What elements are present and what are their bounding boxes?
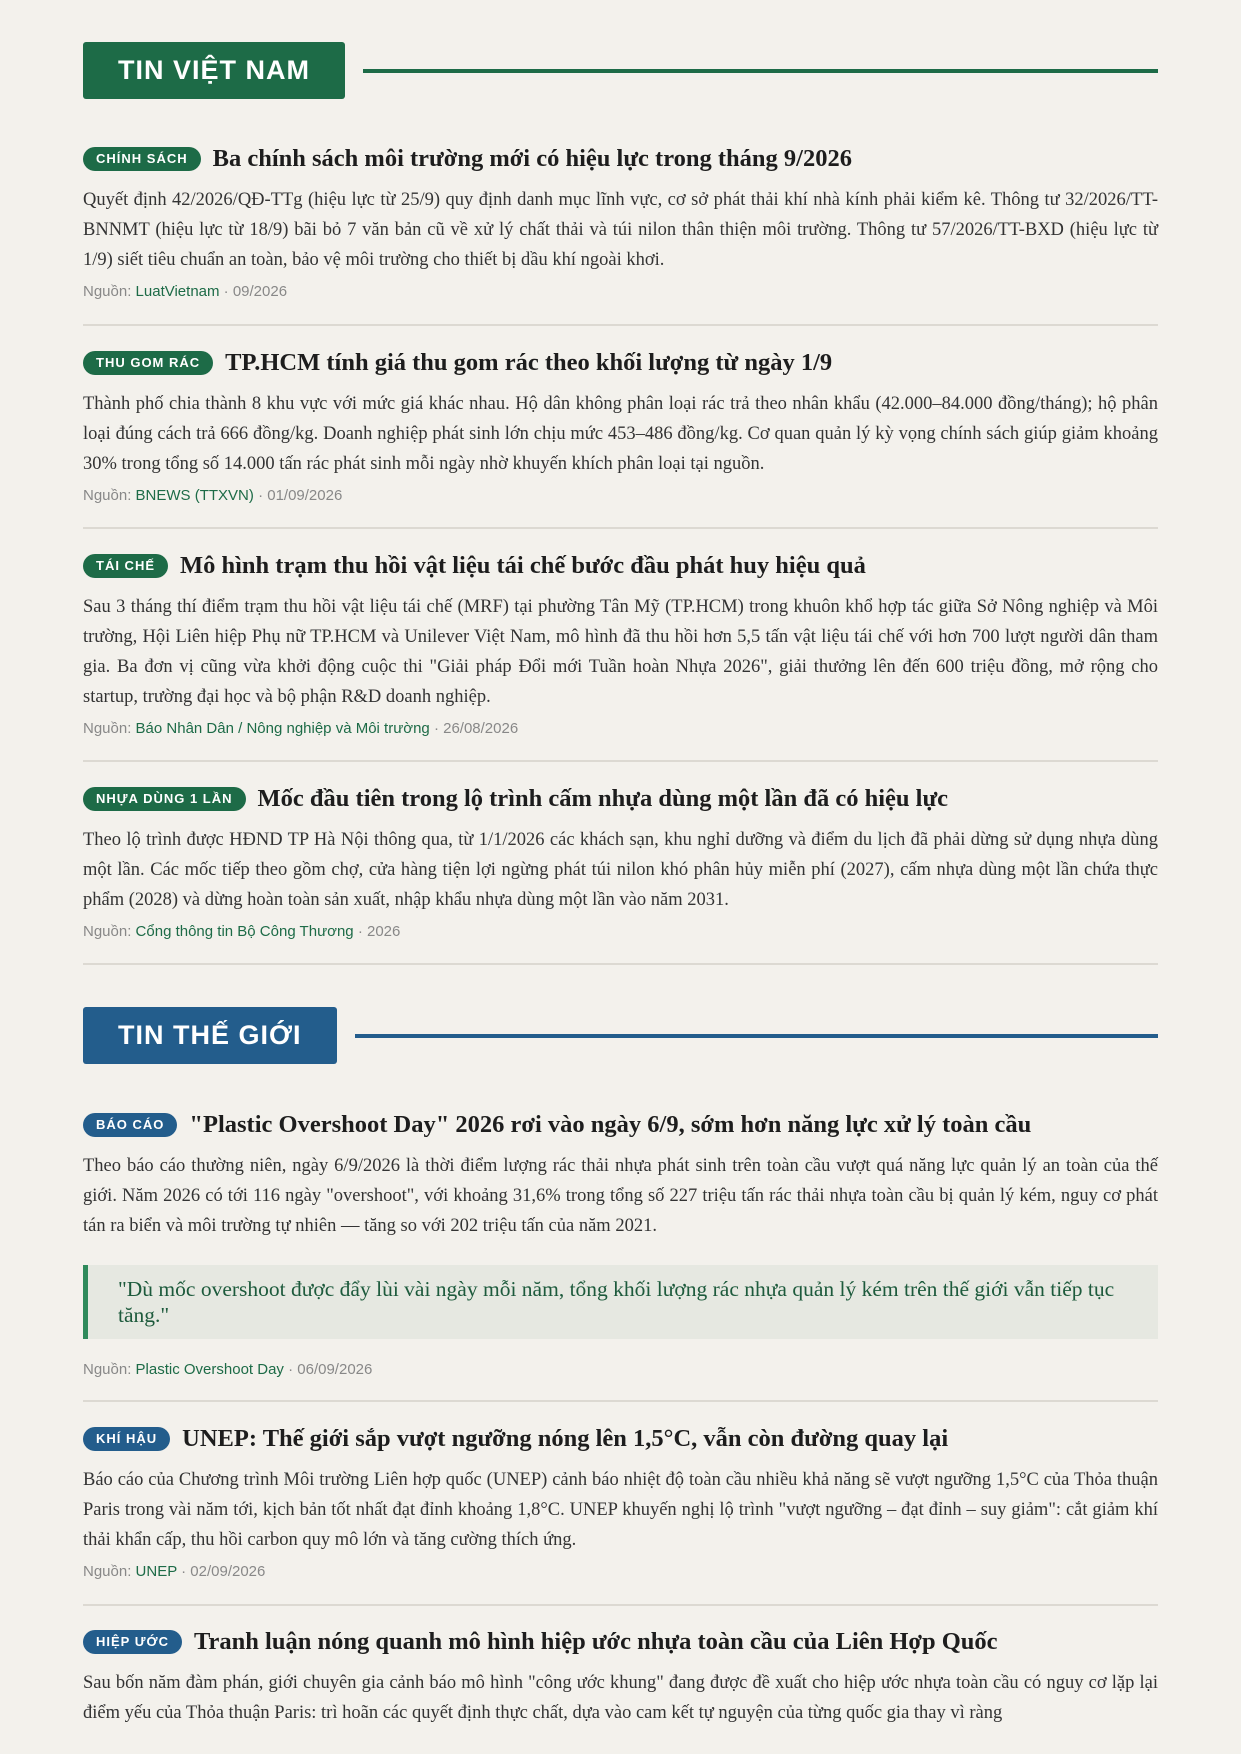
article-headline: [83, 1110, 1158, 1140]
article-title[interactable]: Ba chính sách môi trường mới có hiệu lực trong tháng 9/2026: [212, 145, 852, 172]
source-label: Nguồn:: [83, 283, 132, 300]
article-title[interactable]: Mô hình trạm thu hồi vật liệu tái chế bước đầu phát huy hiệu quả: [180, 552, 866, 579]
source-link[interactable]: Báo Nhân Dân / Nông nghiệp và Môi trường: [135, 720, 430, 737]
article-body: Sau 3 tháng thí điểm trạm thu hồi vật liệu tái chế (MRF) tại phường Tân Mỹ (TP.HCM) trong khuôn khổ hợp tác giữa Sở Nông nghiệp và Môi trường, Hội Liên hiệp Phụ nữ TP.HCM và Unilever Việt Nam, mô hình đã thu hồi hơn 5,5 tấn vật liệu tái chế với hơn 700 lượt người dân tham gia. Ba đơn vị cũng vừa khởi động cuộc thi "Giải pháp Đổi mới Tuần hoàn Nhựa 2026", giải thưởng lên đến 600 triệu đồng, mở rộng cho startup, trường đại học và bộ phận R&D doanh nghiệp.: [83, 597, 1158, 707]
article-source: [83, 923, 1158, 940]
source-link[interactable]: Plastic Overshoot Day: [135, 1361, 284, 1378]
article-body: Quyết định 42/2026/QĐ-TTg (hiệu lực từ 25/9) quy định danh mục lĩnh vực, cơ sở phát thải khí nhà kính phải kiểm kê. Thông tư 32/2026/TT-BNNMT (hiệu lực từ 18/9) bãi bỏ 7 văn bản cũ về xử lý chất thải và túi nilon thân thiện môi trường. Thông tư 57/2026/TT-BXD (hiệu lực từ 1/9) siết tiêu chuẩn an toàn, bảo vệ môi trường cho thiết bị dầu khí ngoài khơi.: [83, 190, 1158, 270]
article-date: · 06/09/2026: [288, 1361, 373, 1378]
pull-quote: "Dù mốc overshoot được đẩy lùi vài ngày mỗi năm, tổng khối lượng rác nhựa quản lý kém trên thế giới vẫn tiếp tục tăng.": [83, 1265, 1158, 1339]
source-label: Nguồn:: [83, 923, 132, 940]
article-world-2: [83, 1424, 1158, 1580]
article-vn-2: [83, 348, 1158, 504]
source-link[interactable]: Cổng thông tin Bộ Công Thương: [135, 923, 354, 940]
category-badge: NHỰA DÙNG 1 LẦN: [83, 787, 246, 811]
section-rule: [363, 69, 1158, 73]
article-date: · 01/09/2026: [258, 487, 343, 504]
category-badge: CHÍNH SÁCH: [83, 147, 201, 171]
divider: [83, 760, 1158, 762]
article-vn-3: [83, 551, 1158, 737]
section-title: TIN THẾ GIỚI: [83, 1007, 337, 1064]
source-link[interactable]: UNEP: [135, 1563, 177, 1580]
source-label: Nguồn:: [83, 720, 132, 737]
article-headline: [83, 348, 1158, 378]
category-badge: HIỆP ƯỚC: [83, 1630, 182, 1654]
section-title: TIN VIỆT NAM: [83, 42, 345, 99]
article-source: [83, 720, 1158, 737]
divider: [83, 1400, 1158, 1402]
divider: [83, 1604, 1158, 1606]
article-headline: [83, 1627, 1158, 1657]
article-source: [83, 1563, 1158, 1580]
article-body: Sau bốn năm đàm phán, giới chuyên gia cảnh báo mô hình "công ước khung" đang được đề xuất cho hiệp ước nhựa toàn cầu có nguy cơ lặp lại điểm yếu của Thỏa thuận Paris: trì hoãn các quyết định thực chất, dựa vào cam kết tự nguyện của từng quốc gia thay vì ràng: [83, 1673, 1158, 1723]
article-headline: [83, 784, 1158, 814]
article-vn-1: [83, 144, 1158, 300]
article-headline: [83, 551, 1158, 581]
article-body: Theo báo cáo thường niên, ngày 6/9/2026 là thời điểm lượng rác thải nhựa phát sinh trên toàn cầu vượt quá năng lực quản lý an toàn của thế giới. Năm 2026 có tới 116 ngày "overshoot", với khoảng 31,6% trong tổng số 227 triệu tấn rác thải nhựa toàn cầu bị quản lý kém, nguy cơ phát tán ra biển và môi trường tự nhiên — tăng so với 202 triệu tấn của năm 2021.: [83, 1156, 1158, 1236]
section-rule: [355, 1034, 1158, 1038]
category-badge: THU GOM RÁC: [83, 351, 213, 375]
divider: [83, 527, 1158, 529]
article-title[interactable]: TP.HCM tính giá thu gom rác theo khối lượng từ ngày 1/9: [225, 349, 833, 376]
article-date: · 02/09/2026: [181, 1563, 266, 1580]
divider: [83, 324, 1158, 326]
category-badge: KHÍ HẬU: [83, 1427, 170, 1451]
category-badge: TÁI CHẾ: [83, 554, 168, 578]
section-header-world: [83, 1007, 1158, 1064]
article-headline: [83, 1424, 1158, 1454]
article-headline: [83, 144, 1158, 174]
article-body: Báo cáo của Chương trình Môi trường Liên hợp quốc (UNEP) cảnh báo nhiệt độ toàn cầu nhiều khả năng sẽ vượt ngưỡng 1,5°C của Thỏa thuận Paris trong vài năm tới, kịch bản tốt nhất đạt đỉnh khoảng 1,8°C. UNEP khuyến nghị lộ trình "vượt ngưỡng – đạt đỉnh – suy giảm": cắt giảm khí thải khẩn cấp, thu hồi carbon quy mô lớn và tăng cường thích ứng.: [83, 1470, 1158, 1550]
article-date: · 2026: [357, 923, 401, 940]
category-badge: BÁO CÁO: [83, 1113, 177, 1137]
divider: [83, 963, 1158, 965]
article-body: Thành phố chia thành 8 khu vực với mức giá khác nhau. Hộ dân không phân loại rác trả theo nhân khẩu (42.000–84.000 đồng/tháng); hộ phân loại đúng cách trả 666 đồng/kg. Doanh nghiệp phát sinh lớn chịu mức 453–486 đồng/kg. Cơ quan quản lý kỳ vọng chính sách giúp giảm khoảng 30% trong tổng số 14.000 tấn rác phát sinh mỗi ngày nhờ khuyến khích phân loại tại nguồn.: [83, 394, 1158, 474]
article-date: · 26/08/2026: [433, 720, 519, 737]
article-source: [83, 487, 1158, 504]
article-date: · 09/2026: [223, 283, 288, 300]
article-source: [83, 1361, 1158, 1378]
article-vn-4: [83, 784, 1158, 940]
source-label: Nguồn:: [83, 1563, 132, 1580]
article-world-3: [83, 1627, 1158, 1728]
article-world-1: [83, 1110, 1158, 1378]
article-title[interactable]: Tranh luận nóng quanh mô hình hiệp ước nhựa toàn cầu của Liên Hợp Quốc: [193, 1628, 998, 1655]
article-title[interactable]: Mốc đầu tiên trong lộ trình cấm nhựa dùng một lần đã có hiệu lực: [257, 785, 949, 812]
source-link[interactable]: BNEWS (TTXVN): [135, 487, 254, 504]
article-source: [83, 283, 1158, 300]
article-title[interactable]: UNEP: Thế giới sắp vượt ngưỡng nóng lên 1,5°C, vẫn còn đường quay lại: [182, 1425, 949, 1452]
source-label: Nguồn:: [83, 1361, 132, 1378]
section-header-vietnam: [83, 42, 1158, 99]
source-link[interactable]: LuatVietnam: [135, 283, 220, 300]
source-label: Nguồn:: [83, 487, 132, 504]
article-title[interactable]: "Plastic Overshoot Day" 2026 rơi vào ngày 6/9, sớm hơn năng lực xử lý toàn cầu: [189, 1111, 1032, 1138]
article-body: Theo lộ trình được HĐND TP Hà Nội thông qua, từ 1/1/2026 các khách sạn, khu nghỉ dưỡng và điểm du lịch đã phải dừng sử dụng nhựa dùng một lần. Các mốc tiếp theo gồm chợ, cửa hàng tiện lợi ngừng phát túi nilon khó phân hủy miễn phí (2027), cấm nhựa dùng một lần chứa thực phẩm (2028) và dừng hoàn toàn sản xuất, nhập khẩu nhựa dùng một lần vào năm 2031.: [83, 830, 1158, 910]
